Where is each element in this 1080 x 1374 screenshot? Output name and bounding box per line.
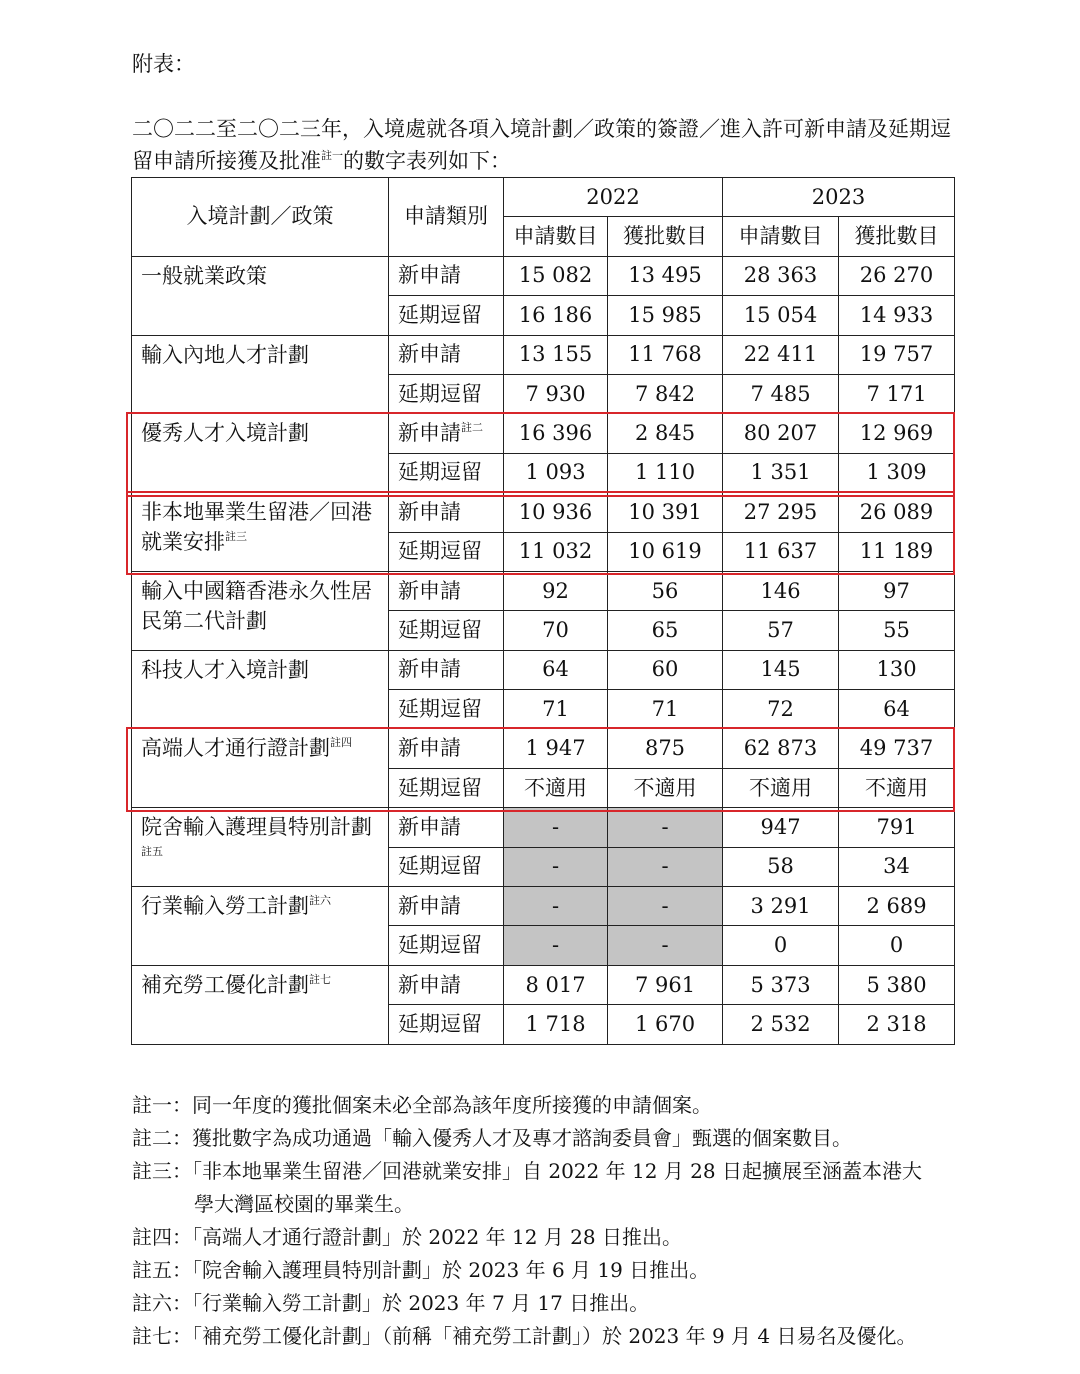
value-cell: 55 — [839, 611, 955, 650]
value-cell: 72 — [723, 690, 839, 729]
value-cell: 28 363 — [723, 256, 839, 295]
application-type: 延期逗留 — [389, 926, 504, 965]
header-approvals: 獲批數目 — [608, 217, 723, 256]
appendix-heading: 附表： — [132, 52, 195, 76]
value-cell: 1 718 — [504, 1005, 608, 1044]
table-row — [132, 729, 955, 768]
value-cell: 7 842 — [608, 374, 723, 413]
header-year-2023: 2023 — [723, 178, 955, 217]
value-cell: 65 — [608, 611, 723, 650]
value-cell: 12 969 — [839, 414, 955, 453]
value-cell: 5 373 — [723, 965, 839, 1004]
value-cell: 14 933 — [839, 296, 955, 335]
footnote: 註三：「非本地畢業生留港／回港就業安排」自 2022 年 12 月 28 日起擴展至涵蓋本港大 — [132, 1159, 922, 1183]
programme-name: 補充勞工優化計劃$^{註七}$ — [132, 965, 389, 1044]
value-cell: 26 089 — [839, 493, 955, 532]
value-cell: 71 — [504, 690, 608, 729]
value-cell: 1 351 — [723, 453, 839, 492]
header-approvals: 獲批數目 — [839, 217, 955, 256]
application-type: 延期逗留 — [389, 532, 504, 571]
table-row — [132, 335, 955, 374]
footnote: 註六：「行業輸入勞工計劃」於 2023 年 7 月 17 日推出。 — [132, 1291, 650, 1315]
value-cell: 34 — [839, 847, 955, 886]
footnote: 註五：「院舍輸入護理員特別計劃」於 2023 年 6 月 19 日推出。 — [132, 1258, 710, 1282]
value-cell: 10 936 — [504, 493, 608, 532]
footnote: 學大灣區校園的畢業生。 — [194, 1192, 414, 1216]
value-cell: 64 — [839, 690, 955, 729]
value-cell: 13 155 — [504, 335, 608, 374]
value-cell: 11 189 — [839, 532, 955, 571]
application-type: 新申請 — [389, 493, 504, 532]
application-type: 新申請 — [389, 650, 504, 689]
value-cell: 15 985 — [608, 296, 723, 335]
value-cell: 15 054 — [723, 296, 839, 335]
value-cell: 7 171 — [839, 374, 955, 413]
programme-name: 高端人才通行證計劃$^{註四}$ — [132, 729, 389, 808]
programme-name: 一般就業政策 — [132, 256, 389, 335]
application-type: 新申請 — [389, 729, 504, 768]
table-row — [132, 808, 955, 847]
value-cell: 1 309 — [839, 453, 955, 492]
footnote: 註一：同一年度的獲批個案未必全部為該年度所接獲的申請個案。 — [132, 1093, 712, 1117]
header-applications: 申請數目 — [723, 217, 839, 256]
application-type: 新申請 — [389, 965, 504, 1004]
application-type: 延期逗留 — [389, 453, 504, 492]
footnote-ref: 註四 — [330, 736, 352, 750]
footnote-ref: 註二 — [461, 421, 483, 435]
application-type: 新申請 — [389, 571, 504, 610]
value-cell: 不適用 — [608, 768, 723, 807]
intro-paragraph — [132, 113, 952, 177]
value-cell: 80 207 — [723, 414, 839, 453]
value-cell: 19 757 — [839, 335, 955, 374]
programme-name: 科技人才入境計劃 — [132, 650, 389, 729]
header-year-2022: 2022 — [504, 178, 723, 217]
value-cell: 49 737 — [839, 729, 955, 768]
value-cell: 1 110 — [608, 453, 723, 492]
application-type: 延期逗留 — [389, 374, 504, 413]
value-cell: 不適用 — [839, 768, 955, 807]
footnote: 註七：「補充勞工優化計劃」（前稱「補充勞工計劃」）於 2023 年 9 月 4 日易名及優化。 — [132, 1324, 917, 1348]
value-cell: - — [504, 808, 608, 847]
application-type: 新申請 — [389, 256, 504, 295]
intro-text-end: 的數字表列如下： — [343, 149, 511, 173]
value-cell: 10 619 — [608, 532, 723, 571]
value-cell: 2 318 — [839, 1005, 955, 1044]
footnotes — [132, 1089, 972, 1353]
footnote-ref: 註三 — [225, 530, 247, 544]
footnote-ref: 註七 — [309, 972, 331, 986]
value-cell: 26 270 — [839, 256, 955, 295]
table-row — [132, 571, 955, 610]
programme-name: 院舍輸入護理員特別計劃$^{註五}$ — [132, 808, 389, 887]
intro-footnote-ref: 註一 — [321, 149, 343, 162]
value-cell: 58 — [723, 847, 839, 886]
value-cell: 92 — [504, 571, 608, 610]
application-type: 新申請 — [389, 887, 504, 926]
application-type: 延期逗留 — [389, 690, 504, 729]
value-cell: 7 485 — [723, 374, 839, 413]
table-row — [132, 256, 955, 295]
value-cell: 0 — [839, 926, 955, 965]
application-type: 延期逗留 — [389, 611, 504, 650]
value-cell: - — [504, 926, 608, 965]
value-cell: 1 670 — [608, 1005, 723, 1044]
value-cell: 70 — [504, 611, 608, 650]
value-cell: 不適用 — [504, 768, 608, 807]
programme-name: 非本地畢業生留港／回港就業安排$^{註三}$ — [132, 493, 389, 572]
programme-name: 輸入中國籍香港永久性居民第二代計劃 — [132, 571, 389, 650]
value-cell: 97 — [839, 571, 955, 610]
value-cell: 不適用 — [723, 768, 839, 807]
footnote-ref: 註六 — [309, 894, 331, 908]
value-cell: 27 295 — [723, 493, 839, 532]
value-cell: 8 017 — [504, 965, 608, 1004]
value-cell: 56 — [608, 571, 723, 610]
application-type: 延期逗留 — [389, 1005, 504, 1044]
footnote: 註二：獲批數字為成功通過「輸入優秀人才及專才諮詢委員會」甄選的個案數目。 — [132, 1126, 852, 1150]
value-cell: - — [504, 847, 608, 886]
value-cell: 11 637 — [723, 532, 839, 571]
value-cell: - — [608, 887, 723, 926]
value-cell: 71 — [608, 690, 723, 729]
value-cell: 64 — [504, 650, 608, 689]
value-cell: 57 — [723, 611, 839, 650]
programme-name: 輸入內地人才計劃 — [132, 335, 389, 414]
value-cell: 15 082 — [504, 256, 608, 295]
value-cell: 791 — [839, 808, 955, 847]
footnote-ref: 註五 — [141, 845, 163, 859]
value-cell: 16 186 — [504, 296, 608, 335]
value-cell: 2 845 — [608, 414, 723, 453]
value-cell: 2 689 — [839, 887, 955, 926]
application-type: 延期逗留 — [389, 847, 504, 886]
application-type: 新申請 — [389, 335, 504, 374]
value-cell: - — [608, 808, 723, 847]
value-cell: 10 391 — [608, 493, 723, 532]
value-cell: 16 396 — [504, 414, 608, 453]
application-type: 新申請$^{註二}$ — [389, 414, 504, 453]
application-type: 延期逗留 — [389, 768, 504, 807]
value-cell: 1 947 — [504, 729, 608, 768]
value-cell: 1 093 — [504, 453, 608, 492]
value-cell: 7 930 — [504, 374, 608, 413]
value-cell: - — [608, 847, 723, 886]
value-cell: 11 768 — [608, 335, 723, 374]
header-application-type: 申請類別 — [389, 178, 504, 257]
table-row — [132, 887, 955, 926]
value-cell: 145 — [723, 650, 839, 689]
value-cell: 22 411 — [723, 335, 839, 374]
value-cell: 60 — [608, 650, 723, 689]
value-cell: 146 — [723, 571, 839, 610]
application-type: 新申請 — [389, 808, 504, 847]
application-type: 延期逗留 — [389, 296, 504, 335]
table-row — [132, 414, 955, 453]
value-cell: 875 — [608, 729, 723, 768]
value-cell: 11 032 — [504, 532, 608, 571]
table-body — [132, 256, 955, 1044]
intro-text: 二〇二二至二〇二三年，入境處就各項入境計劃／政策的簽證／進入許可新申請及延期逗留申請所接獲及批准 — [132, 117, 951, 173]
value-cell: 62 873 — [723, 729, 839, 768]
value-cell: - — [608, 926, 723, 965]
header-programme: 入境計劃／政策 — [132, 178, 389, 257]
programme-name: 行業輸入勞工計劃$^{註六}$ — [132, 887, 389, 966]
header-applications: 申請數目 — [504, 217, 608, 256]
value-cell: - — [504, 887, 608, 926]
table-row — [132, 493, 955, 532]
programme-name: 優秀人才入境計劃 — [132, 414, 389, 493]
value-cell: 0 — [723, 926, 839, 965]
footnote: 註四：「高端人才通行證計劃」於 2022 年 12 月 28 日推出。 — [132, 1225, 682, 1249]
value-cell: 5 380 — [839, 965, 955, 1004]
visa-statistics-table — [131, 177, 955, 1045]
value-cell: 3 291 — [723, 887, 839, 926]
value-cell: 13 495 — [608, 256, 723, 295]
value-cell: 7 961 — [608, 965, 723, 1004]
table-row — [132, 965, 955, 1004]
table-row — [132, 650, 955, 689]
value-cell: 947 — [723, 808, 839, 847]
value-cell: 2 532 — [723, 1005, 839, 1044]
value-cell: 130 — [839, 650, 955, 689]
